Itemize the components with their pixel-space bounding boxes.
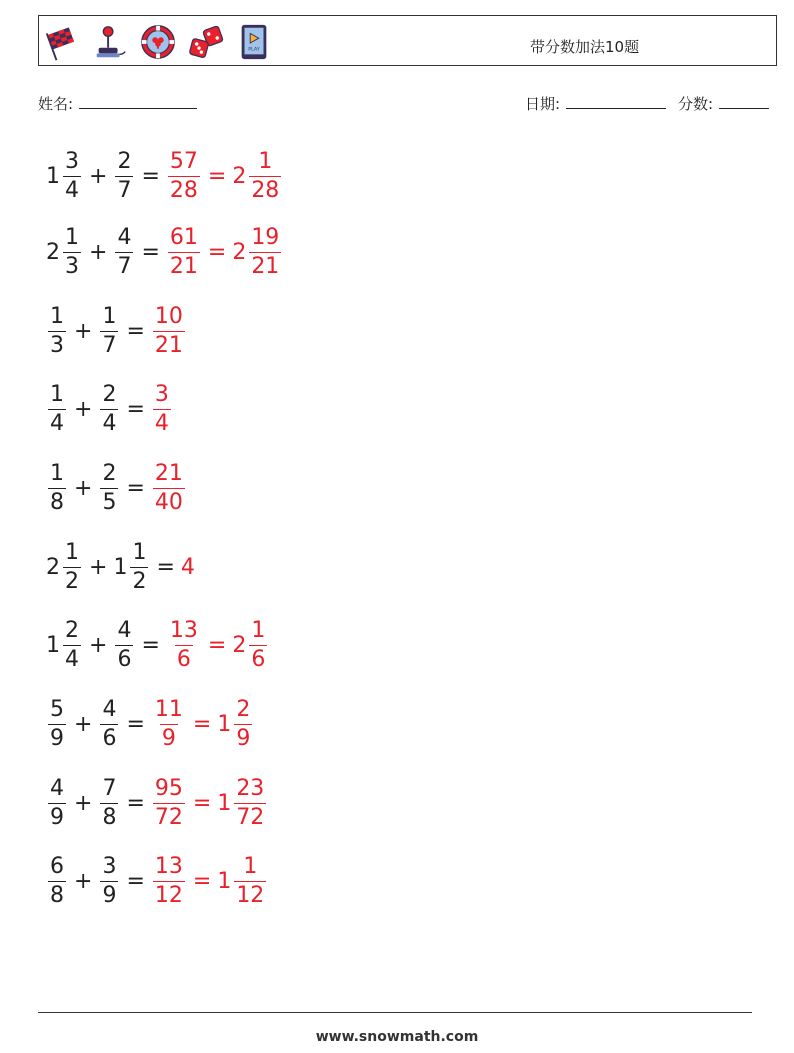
addend-a-numerator: 1 <box>50 381 64 407</box>
addend-a-fraction <box>63 224 81 279</box>
answer-improper-fraction <box>153 696 185 751</box>
answer-mixed-denominator: 72 <box>236 804 265 830</box>
score-field <box>678 93 769 114</box>
addend-b-denominator: 9 <box>102 882 117 908</box>
plus-sign: + <box>74 868 93 894</box>
addend-a-denominator: 8 <box>50 882 64 908</box>
answer-mixed-denominator: 6 <box>251 646 266 672</box>
addend-b <box>98 460 120 515</box>
addend-a-denominator: 3 <box>50 332 64 358</box>
addend-b-denominator: 7 <box>117 253 132 279</box>
answer-mixed-fraction <box>249 617 267 672</box>
answer-equals-sign: = <box>207 163 227 189</box>
answer-improper-numerator: 10 <box>154 303 183 329</box>
addend-b-fraction <box>100 775 118 830</box>
answer-improper-fraction <box>153 303 185 358</box>
answer-improper-denominator: 28 <box>169 177 198 203</box>
problem-row <box>46 301 187 361</box>
plus-sign: + <box>89 632 108 658</box>
answer-mixed <box>217 775 268 830</box>
addend-b <box>98 775 120 830</box>
answer-improper-fraction <box>168 617 200 672</box>
plus-sign: + <box>89 239 108 265</box>
plus-sign: + <box>89 163 108 189</box>
addend-a <box>46 775 68 830</box>
addend-b-numerator: 2 <box>102 460 117 486</box>
addend-a-fraction <box>48 303 66 358</box>
answer-mixed-numerator: 1 <box>243 853 258 879</box>
answer-whole: 4 <box>180 554 195 580</box>
addend-a-denominator: 2 <box>65 568 79 594</box>
equals-sign: = <box>141 632 160 658</box>
answer-improper-denominator: 72 <box>154 804 183 830</box>
name-label: 姓名: <box>38 95 74 113</box>
addend-a-fraction <box>63 617 81 672</box>
addend-a <box>46 853 68 908</box>
addend-b-denominator: 7 <box>117 177 132 203</box>
addend-a <box>46 381 68 436</box>
addend-b <box>113 539 150 594</box>
addend-b-numerator: 7 <box>102 775 117 801</box>
answer-improper-numerator: 13 <box>154 853 183 879</box>
addend-b-fraction <box>100 303 118 358</box>
answer-mixed-numerator: 23 <box>236 775 265 801</box>
answer-equals-sign: = <box>207 239 227 265</box>
answer-mixed-denominator: 21 <box>251 253 280 279</box>
addend-b-denominator: 2 <box>132 568 147 594</box>
addend-b-denominator: 6 <box>102 725 117 751</box>
addend-a-numerator: 2 <box>65 617 79 643</box>
addend-b <box>98 696 120 751</box>
problem-row <box>46 146 283 206</box>
answer-improper-fraction <box>153 853 185 908</box>
answer-improper-fraction <box>168 224 200 279</box>
answer-mixed-denominator: 12 <box>236 882 265 908</box>
answer-improper-numerator: 61 <box>169 224 198 250</box>
addend-a-numerator: 5 <box>50 696 64 722</box>
footer-divider <box>38 1012 752 1013</box>
date-field <box>525 93 666 114</box>
answer-mixed-fraction <box>234 853 266 908</box>
addend-a-fraction <box>48 381 66 436</box>
addend-a <box>46 303 68 358</box>
addend-b <box>98 853 120 908</box>
addend-a-fraction <box>48 775 66 830</box>
answer-improper-denominator: 40 <box>154 489 183 515</box>
equals-sign: = <box>126 318 145 344</box>
answer-improper-numerator: 21 <box>154 460 183 486</box>
answer-equals-sign: = <box>192 711 212 737</box>
addend-b-numerator: 1 <box>132 539 147 565</box>
answer-mixed-numerator: 19 <box>251 224 280 250</box>
addend-a-numerator: 1 <box>65 539 79 565</box>
answer-improper-fraction <box>153 775 185 830</box>
answer-improper-fraction <box>153 381 171 436</box>
equals-sign: = <box>141 163 160 189</box>
addend-b-fraction <box>130 539 148 594</box>
addend-a-whole: 2 <box>46 239 60 265</box>
addend-a-denominator: 9 <box>50 725 64 751</box>
answer-mixed-whole: 1 <box>217 711 232 737</box>
equals-sign: = <box>126 790 145 816</box>
addend-b-numerator: 4 <box>117 617 132 643</box>
addend-a <box>46 460 68 515</box>
addend-b-denominator: 4 <box>102 410 117 436</box>
header-icons <box>43 22 273 62</box>
equals-sign: = <box>126 396 145 422</box>
worksheet-header <box>38 15 777 66</box>
addend-b <box>98 303 120 358</box>
footer-url: www.snowmath.com <box>315 1029 479 1045</box>
answer-improper-numerator: 3 <box>154 381 169 407</box>
addend-a-whole: 1 <box>46 163 60 189</box>
addend-b <box>113 617 135 672</box>
answer-mixed-denominator: 9 <box>236 725 251 751</box>
addend-b-denominator: 8 <box>102 804 117 830</box>
answer-equals-sign: = <box>192 790 212 816</box>
plus-sign: + <box>74 318 93 344</box>
addend-b-denominator: 5 <box>102 489 117 515</box>
plus-sign: + <box>74 475 93 501</box>
name-blank[interactable] <box>79 94 197 109</box>
addend-a <box>46 148 83 203</box>
addend-a-fraction <box>48 460 66 515</box>
answer-mixed-fraction <box>249 148 281 203</box>
addend-b <box>98 381 120 436</box>
answer-mixed-whole: 2 <box>232 632 247 658</box>
score-blank[interactable] <box>719 94 769 109</box>
answer-improper <box>151 381 173 436</box>
answer-mixed-fraction <box>249 224 281 279</box>
addend-b-numerator: 2 <box>117 148 132 174</box>
answer-mixed <box>232 148 283 203</box>
problem-row <box>46 773 268 833</box>
addend-a-fraction <box>48 853 66 908</box>
answer-improper-denominator: 9 <box>161 725 176 751</box>
addend-b-fraction <box>115 617 133 672</box>
answer-mixed <box>232 224 283 279</box>
answer-mixed <box>217 696 254 751</box>
answer-improper-numerator: 11 <box>154 696 183 722</box>
addend-b-fraction <box>115 148 133 203</box>
addend-a-numerator: 3 <box>65 148 79 174</box>
worksheet-title: 带分数加法10题 <box>530 38 640 56</box>
answer-mixed-whole: 1 <box>217 868 232 894</box>
problem-row <box>46 458 187 518</box>
answer-mixed-whole: 2 <box>232 239 247 265</box>
addend-a-fraction <box>63 148 81 203</box>
answer-mixed-numerator: 1 <box>258 148 273 174</box>
addend-b-numerator: 3 <box>102 853 117 879</box>
plus-sign: + <box>74 790 93 816</box>
checkered-flag-icon <box>43 23 81 61</box>
answer-equals-sign: = <box>192 868 212 894</box>
addend-a-denominator: 4 <box>65 646 79 672</box>
addend-a-denominator: 4 <box>50 410 64 436</box>
addend-b-whole: 1 <box>113 554 128 580</box>
answer-improper <box>151 775 187 830</box>
equals-sign: = <box>156 554 175 580</box>
equals-sign: = <box>126 475 145 501</box>
answer-improper <box>151 853 187 908</box>
addend-b-numerator: 1 <box>102 303 117 329</box>
addend-b-fraction <box>100 853 118 908</box>
plus-sign: + <box>74 396 93 422</box>
addend-a-denominator: 3 <box>65 253 79 279</box>
addend-b <box>113 224 135 279</box>
answer-equals-sign: = <box>207 632 227 658</box>
problem-row <box>46 851 268 911</box>
addend-b-fraction <box>100 460 118 515</box>
addend-a <box>46 617 83 672</box>
answer-improper <box>166 617 202 672</box>
answer-mixed-denominator: 28 <box>251 177 280 203</box>
equals-sign: = <box>126 868 145 894</box>
answer-improper-denominator: 4 <box>154 410 169 436</box>
addend-a <box>46 539 83 594</box>
date-label: 日期: <box>525 95 561 113</box>
answer-mixed-fraction <box>234 696 252 751</box>
addend-a-numerator: 1 <box>50 303 64 329</box>
addend-a-denominator: 4 <box>65 177 79 203</box>
plus-sign: + <box>89 554 108 580</box>
answer-improper-denominator: 21 <box>154 332 183 358</box>
addend-a-numerator: 6 <box>50 853 64 879</box>
problem-row <box>46 379 173 439</box>
date-blank[interactable] <box>566 94 666 109</box>
answer-improper <box>151 696 187 751</box>
problem-row <box>46 537 195 597</box>
addend-a <box>46 696 68 751</box>
answer-improper <box>151 303 187 358</box>
answer-improper-fraction <box>168 148 200 203</box>
addend-a <box>46 224 83 279</box>
addend-a-whole: 1 <box>46 632 60 658</box>
score-label: 分数: <box>678 95 714 113</box>
answer-improper-denominator: 21 <box>169 253 198 279</box>
answer-mixed-whole: 2 <box>232 163 247 189</box>
addend-b-numerator: 4 <box>102 696 117 722</box>
problem-row <box>46 615 269 675</box>
answer-improper-numerator: 13 <box>169 617 198 643</box>
addend-b-fraction <box>100 696 118 751</box>
addend-a-numerator: 1 <box>65 224 79 250</box>
addend-b <box>113 148 135 203</box>
joystick-icon <box>91 23 129 61</box>
answer-mixed <box>232 617 269 672</box>
answer-improper-denominator: 12 <box>154 882 183 908</box>
equals-sign: = <box>126 711 145 737</box>
addend-b-denominator: 6 <box>117 646 132 672</box>
plus-sign: + <box>74 711 93 737</box>
tablet-play-text: PLAY <box>248 47 260 53</box>
addend-a-numerator: 1 <box>50 460 64 486</box>
addend-a-whole: 2 <box>46 554 60 580</box>
answer-improper-numerator: 57 <box>169 148 198 174</box>
addend-b-denominator: 7 <box>102 332 117 358</box>
tablet-play-icon <box>235 23 273 61</box>
addend-b-fraction <box>100 381 118 436</box>
addend-a-fraction <box>63 539 81 594</box>
answer-improper <box>166 148 202 203</box>
dice-icon <box>187 23 225 61</box>
answer-improper-numerator: 95 <box>154 775 183 801</box>
answer-mixed-whole: 1 <box>217 790 232 816</box>
answer-mixed-numerator: 1 <box>251 617 266 643</box>
answer-mixed-fraction <box>234 775 266 830</box>
problem-row <box>46 222 283 282</box>
answer-improper <box>166 224 202 279</box>
answer-mixed <box>217 853 268 908</box>
poker-chip-icon <box>139 23 177 61</box>
addend-a-fraction <box>48 696 66 751</box>
answer-mixed-numerator: 2 <box>236 696 251 722</box>
answer-improper-denominator: 6 <box>176 646 191 672</box>
addend-b-numerator: 4 <box>117 224 132 250</box>
addend-a-denominator: 9 <box>50 804 64 830</box>
addend-b-fraction <box>115 224 133 279</box>
name-field <box>38 93 197 114</box>
addend-a-numerator: 4 <box>50 775 64 801</box>
equals-sign: = <box>141 239 160 265</box>
answer-improper-fraction <box>153 460 185 515</box>
answer-improper <box>151 460 187 515</box>
addend-b-numerator: 2 <box>102 381 117 407</box>
problem-row <box>46 694 254 754</box>
addend-a-denominator: 8 <box>50 489 64 515</box>
